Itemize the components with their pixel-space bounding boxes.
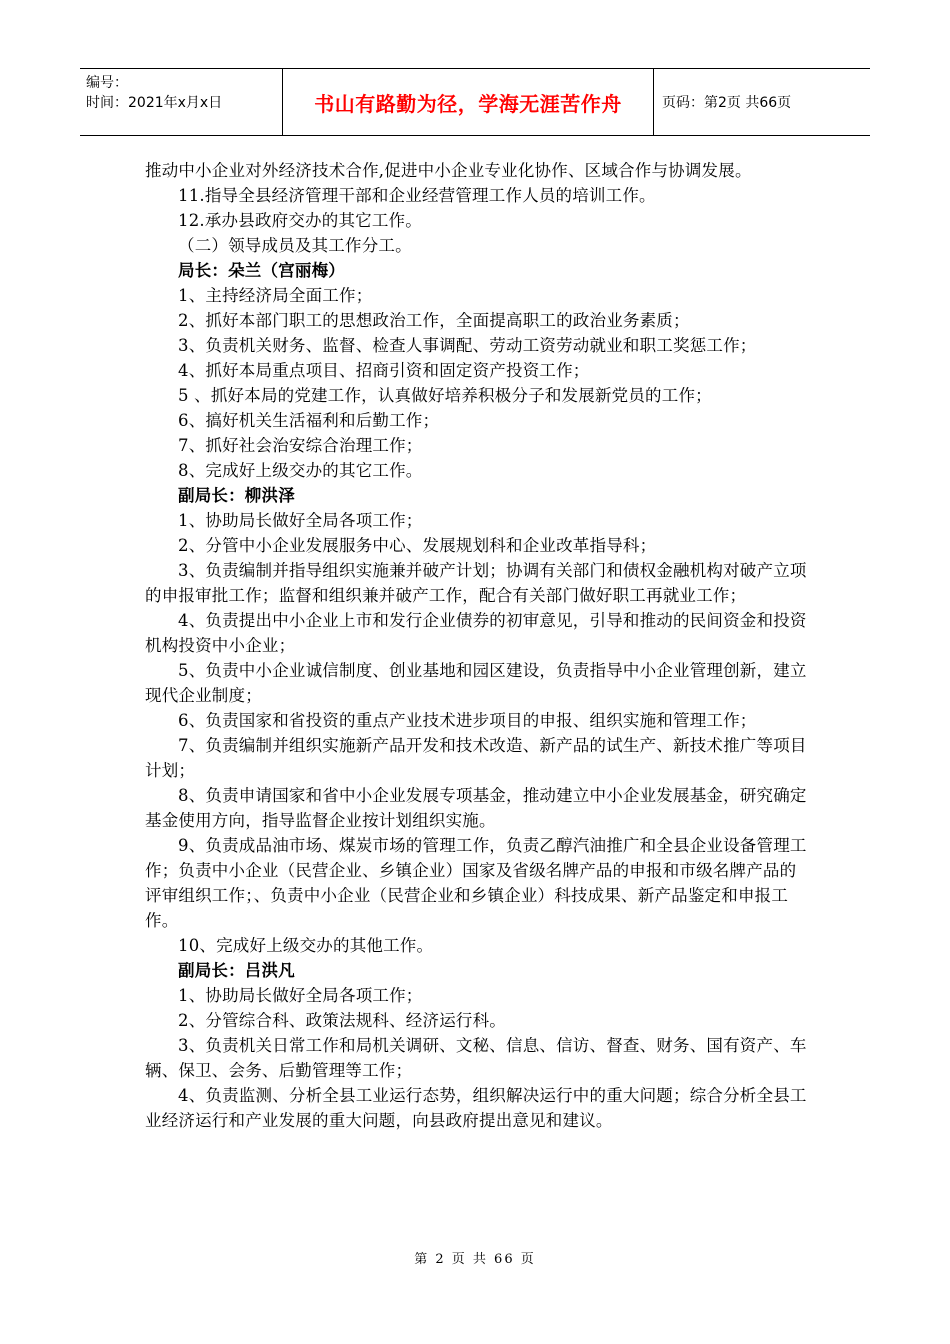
list-item: 4、抓好本局重点项目、招商引资和固定资产投资工作； [178,361,590,380]
list-item: 1、协助局长做好全局各项工作； [178,986,423,1005]
paragraph: 12.承办县政府交办的其它工作。 [178,211,422,230]
list-item: 3、负责机关财务、监督、检查人事调配、劳动工资劳动就业和职工奖惩工作； [178,336,757,355]
list-item: 4、负责监测、分析全县工业运行态势，组织解决运行中的重大问题；综合分析全县工业经济运行和产业发展的重大问题，向县政府提出意见和建议。 [145,1086,807,1130]
page-footer: 第 2 页 共 66 页 [414,1252,536,1267]
page-header [80,68,870,136]
paragraph: 11.指导全县经济管理干部和企业经营管理工作人员的培训工作。 [178,186,656,205]
leader-heading: 副局长：吕洪凡 [178,961,295,980]
list-item: 7、抓好社会治安综合治理工作； [178,436,423,455]
list-item: 6、搞好机关生活福利和后勤工作； [178,411,440,430]
list-item: 8、完成好上级交办的其它工作。 [178,461,423,480]
list-item: 8、负责申请国家和省中小企业发展专项基金，推动建立中小企业发展基金，研究确定基金使用方向，指导监督企业按计划组织实施。 [145,786,807,830]
section-heading: （二）领导成员及其工作分工。 [178,236,412,255]
list-item: 5、负责中小企业诚信制度、创业基地和园区建设，负责指导中小企业管理创新，建立现代企业制度； [145,661,807,705]
leader-heading: 副局长：柳洪泽 [178,486,295,505]
list-item: 1、协助局长做好全局各项工作； [178,511,423,530]
document-body [145,158,810,1133]
list-item: 4、负责提出中小企业上市和发行企业债券的初审意见，引导和推动的民间资金和投资机构投资中小企业； [145,611,807,655]
list-item: 1、主持经济局全面工作； [178,286,373,305]
list-item: 3、负责机关日常工作和局机关调研、文秘、信息、信访、督查、财务、国有资产、车辆、保卫、会务、后勤管理等工作； [145,1036,807,1080]
header-meta [80,69,282,135]
leader-heading: 局长：朵兰（宫丽梅） [178,261,345,280]
list-item: 2、抓好本部门职工的思想政治工作，全面提高职工的政治业务素质； [178,311,690,330]
list-item: 5 、抓好本局的党建工作，认真做好培养积极分子和发展新党员的工作； [178,386,712,405]
paragraph: 推动中小企业对外经济技术合作,促进中小企业专业化协作、区域合作与协调发展。 [145,161,752,180]
number-label: 编号： [86,75,128,91]
header-motto: 书山有路勤为径，学海无涯苦作舟 [282,69,654,135]
list-item: 7、负责编制并组织实施新产品开发和技术改造、新产品的试生产、新技术推广等项目计划； [145,736,807,780]
date-label: 时间：2021年x月x日 [86,95,223,111]
list-item: 2、分管中小企业发展服务中心、发展规划科和企业改革指导科； [178,536,657,555]
list-item: 2、分管综合科、政策法规科、经济运行科。 [178,1011,506,1030]
list-item: 3、负责编制并指导组织实施兼并破产计划；协调有关部门和债权金融机构对破产立项的申报审批工作；监督和组织兼并破产工作，配合有关部门做好职工再就业工作； [145,561,807,605]
list-item: 6、负责国家和省投资的重点产业技术进步项目的申报、组织实施和管理工作； [178,711,757,730]
header-page-info: 页码：第2页 共66页 [662,95,792,111]
list-item: 10、完成好上级交办的其他工作。 [178,936,434,955]
list-item: 9、负责成品油市场、煤炭市场的管理工作，负责乙醇汽油推广和全县企业设备管理工作；负责中小企业（民营企业、乡镇企业）国家及省级名牌产品的申报和市级名牌产品的评审组织工作；、负责中小企业（民营企业和乡镇企业）科技成果、新产品鉴定和申报工作。 [145,836,807,930]
